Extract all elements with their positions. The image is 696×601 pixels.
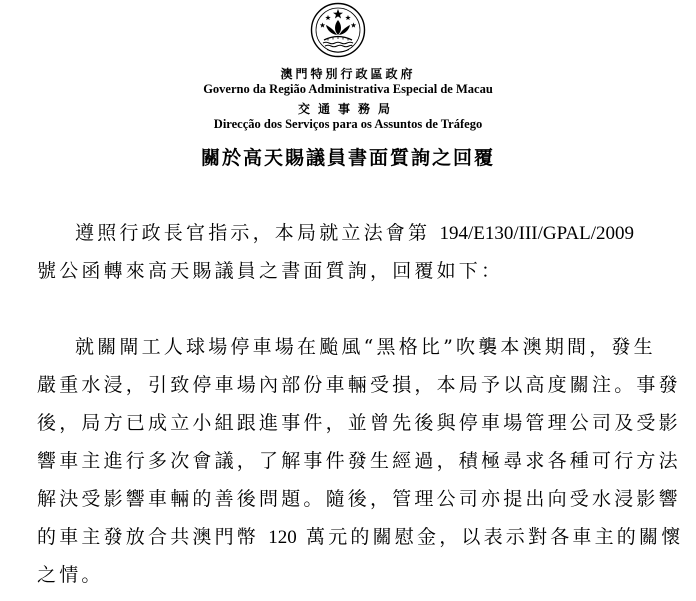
- paragraph-2-line-4: 響車主進行多次會議，了解事件發生經過，積極尋求各種可行方法: [37, 450, 681, 472]
- paragraph-2-line-3: 後，局方已成立小組跟進事件，並曾先後與停車場管理公司及受影: [37, 412, 681, 434]
- paragraph-text: 遵照行政長官指示，本局就立法會第: [75, 222, 440, 244]
- paragraph-2-line-5: 解決受影響車輛的善後問題。隨後，管理公司亦提出向受水浸影響: [37, 488, 681, 510]
- paragraph-2-line-2: 嚴重水浸，引致停車場內部份車輛受損，本局予以高度關注。事發: [37, 374, 681, 396]
- paragraph-2-line-1: 就關閘工人球場停車場在颱風“黑格比”吹襲本澳期間，發生: [75, 336, 656, 358]
- paragraph-text: 萬元的關慰金，以表示對各車主的關懷: [296, 526, 684, 548]
- amount-number: 120: [268, 527, 297, 548]
- macau-emblem-icon: [310, 2, 366, 58]
- paragraph-text: 的車主發放合共澳門幣: [37, 526, 269, 548]
- paragraph-2-line-7: 之情。: [37, 564, 104, 586]
- paragraph-2-line-6: [37, 528, 683, 547]
- paragraph-1-line-2: 號公函轉來高天賜議員之書面質詢，回覆如下：: [37, 260, 504, 282]
- government-name-chinese: 澳門特別行政區政府: [280, 67, 416, 81]
- government-name-portuguese: Governo da Região Administrativa Especial de Macau: [203, 82, 493, 96]
- document-title: 關於高天賜議員書面質詢之回覆: [200, 147, 495, 169]
- department-name-chinese: 交通事務局: [297, 102, 398, 116]
- reference-number: 194/E130/III/GPAL/2009: [439, 223, 635, 244]
- department-name-portuguese: Direcção dos Serviços para os Assuntos de Tráfego: [213, 117, 483, 131]
- paragraph-1-line-1: [75, 224, 634, 243]
